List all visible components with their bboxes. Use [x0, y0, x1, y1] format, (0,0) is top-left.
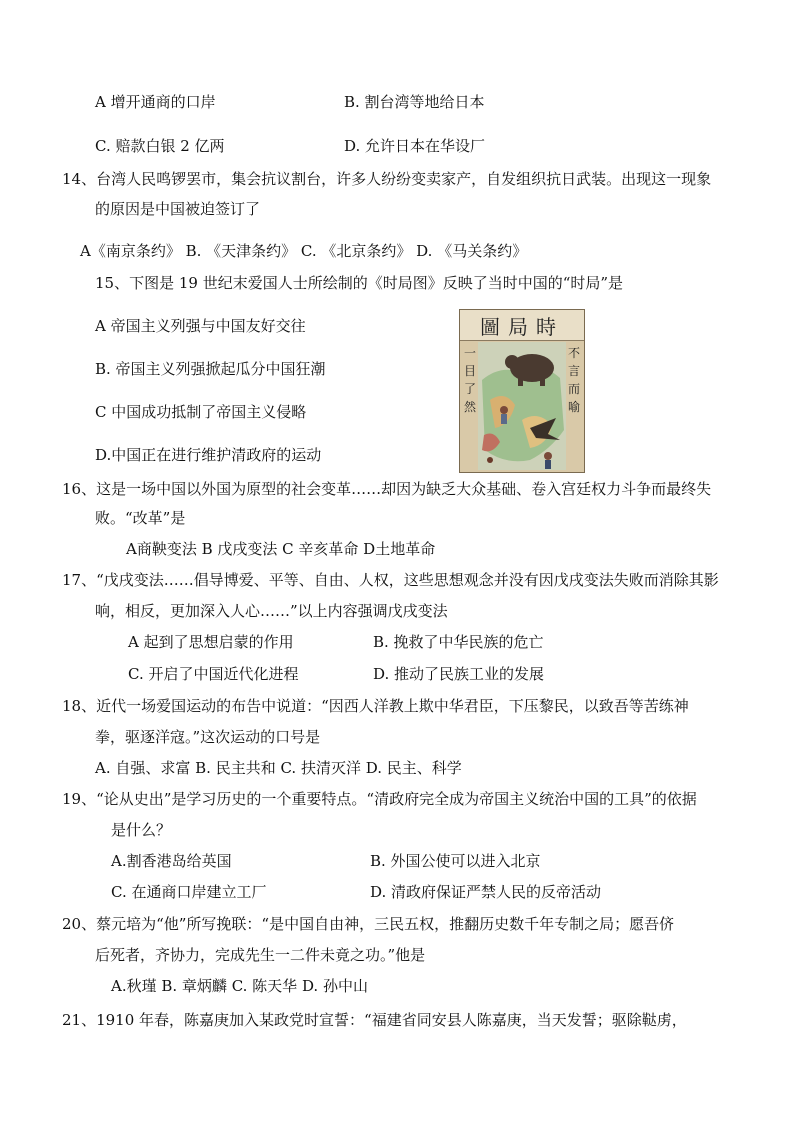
q14-stem-line1: 14、台湾人民鸣锣罢市，集会抗议割台，许多人纷纷变卖家产，自发组织抗日武装。出现这一现象	[62, 170, 712, 188]
q13-option-d: D. 允许日本在华设厂	[344, 137, 486, 155]
cartoon-illustration	[460, 310, 584, 472]
q19-option-d: D. 清政府保证严禁人民的反帝活动	[370, 883, 602, 901]
q16-stem-line1: 16、这是一场中国以外国为原型的社会变革……却因为缺乏大众基础、卷入宫廷权力斗争而最终失	[62, 480, 712, 498]
q20-stem-line1: 20、蔡元培为“他”所写挽联：“是中国自由神，三民五权，推翻历史数千年专制之局；愿吾侪	[62, 915, 675, 933]
cartoon-right-caption: 不 言 而 喻	[567, 346, 580, 414]
q20-stem-line2: 后死者，齐协力，完成先生一二件未竟之功。”他是	[95, 946, 426, 964]
q19-option-c: C. 在通商口岸建立工厂	[111, 883, 267, 901]
q17-option-b: B. 挽救了中华民族的危亡	[373, 633, 544, 651]
q17-option-c: C. 开启了中国近代化进程	[128, 665, 299, 683]
q17-option-d: D. 推动了民族工业的发展	[373, 665, 545, 683]
q18-options: A. 自强、求富 B. 民主共和 C. 扶清灭洋 D. 民主、科学	[95, 759, 462, 777]
q16-stem-line2: 败。“改革”是	[95, 509, 186, 527]
q13-option-a: A 增开通商的口岸	[95, 93, 216, 111]
q18-stem-line2: 拳，驱逐洋寇。”这次运动的口号是	[95, 728, 321, 746]
cartoon-left-caption: 一 目 了 然	[463, 346, 476, 414]
q19-option-a: A.割香港岛给英国	[111, 852, 232, 870]
shiju-tu-cartoon	[459, 309, 585, 473]
cartoon-title: 圖局時	[460, 310, 584, 341]
q18-stem-line1: 18、近代一场爱国运动的布告中说道：“因西人洋教上欺中华君臣，下压黎民，以致吾等苦练神	[62, 697, 689, 715]
q19-stem-line2: 是什么？	[111, 821, 172, 839]
q15-stem: 15、下图是 19 世纪末爱国人士所绘制的《时局图》反映了当时中国的“时局”是	[95, 274, 624, 292]
q14-options: A《南京条约》 B. 《天津条约》 C. 《北京条约》 D. 《马关条约》	[80, 242, 528, 260]
q15-option-c: C 中国成功抵制了帝国主义侵略	[95, 403, 307, 421]
q13-option-b: B. 割台湾等地给日本	[344, 93, 485, 111]
q15-option-a: A 帝国主义列强与中国友好交往	[95, 317, 306, 335]
q21-stem-line1: 21、1910 年春，陈嘉庚加入某政党时宣誓：“福建省同安县人陈嘉庚，当天发誓；驱除鞑虏，	[62, 1011, 687, 1029]
q15-option-b: B. 帝国主义列强掀起瓜分中国狂潮	[95, 360, 326, 378]
q17-option-a: A 起到了思想启蒙的作用	[128, 633, 294, 651]
q20-options: A.秋瑾 B. 章炳麟 C. 陈天华 D. 孙中山	[111, 977, 368, 995]
q19-stem-line1: 19、“论从史出”是学习历史的一个重要特点。“清政府完全成为帝国主义统治中国的工具”的依据	[62, 790, 697, 808]
q13-option-c: C. 赔款白银 2 亿两	[95, 137, 225, 155]
q15-option-d: D.中国正在进行维护清政府的运动	[95, 446, 322, 464]
q19-option-b: B. 外国公使可以进入北京	[370, 852, 541, 870]
q14-stem-line2: 的原因是中国被迫签订了	[95, 200, 261, 218]
q17-stem-line2: 响，相反，更加深入人心……”以上内容强调戊戌变法	[95, 602, 448, 620]
q17-stem-line1: 17、“戊戌变法……倡导博爱、平等、自由、人权，这些思想观念并没有因戊戌变法失败而消除其影	[62, 571, 719, 589]
q16-options: A商鞅变法 B 戊戌变法 C 辛亥革命 D土地革命	[126, 540, 436, 558]
